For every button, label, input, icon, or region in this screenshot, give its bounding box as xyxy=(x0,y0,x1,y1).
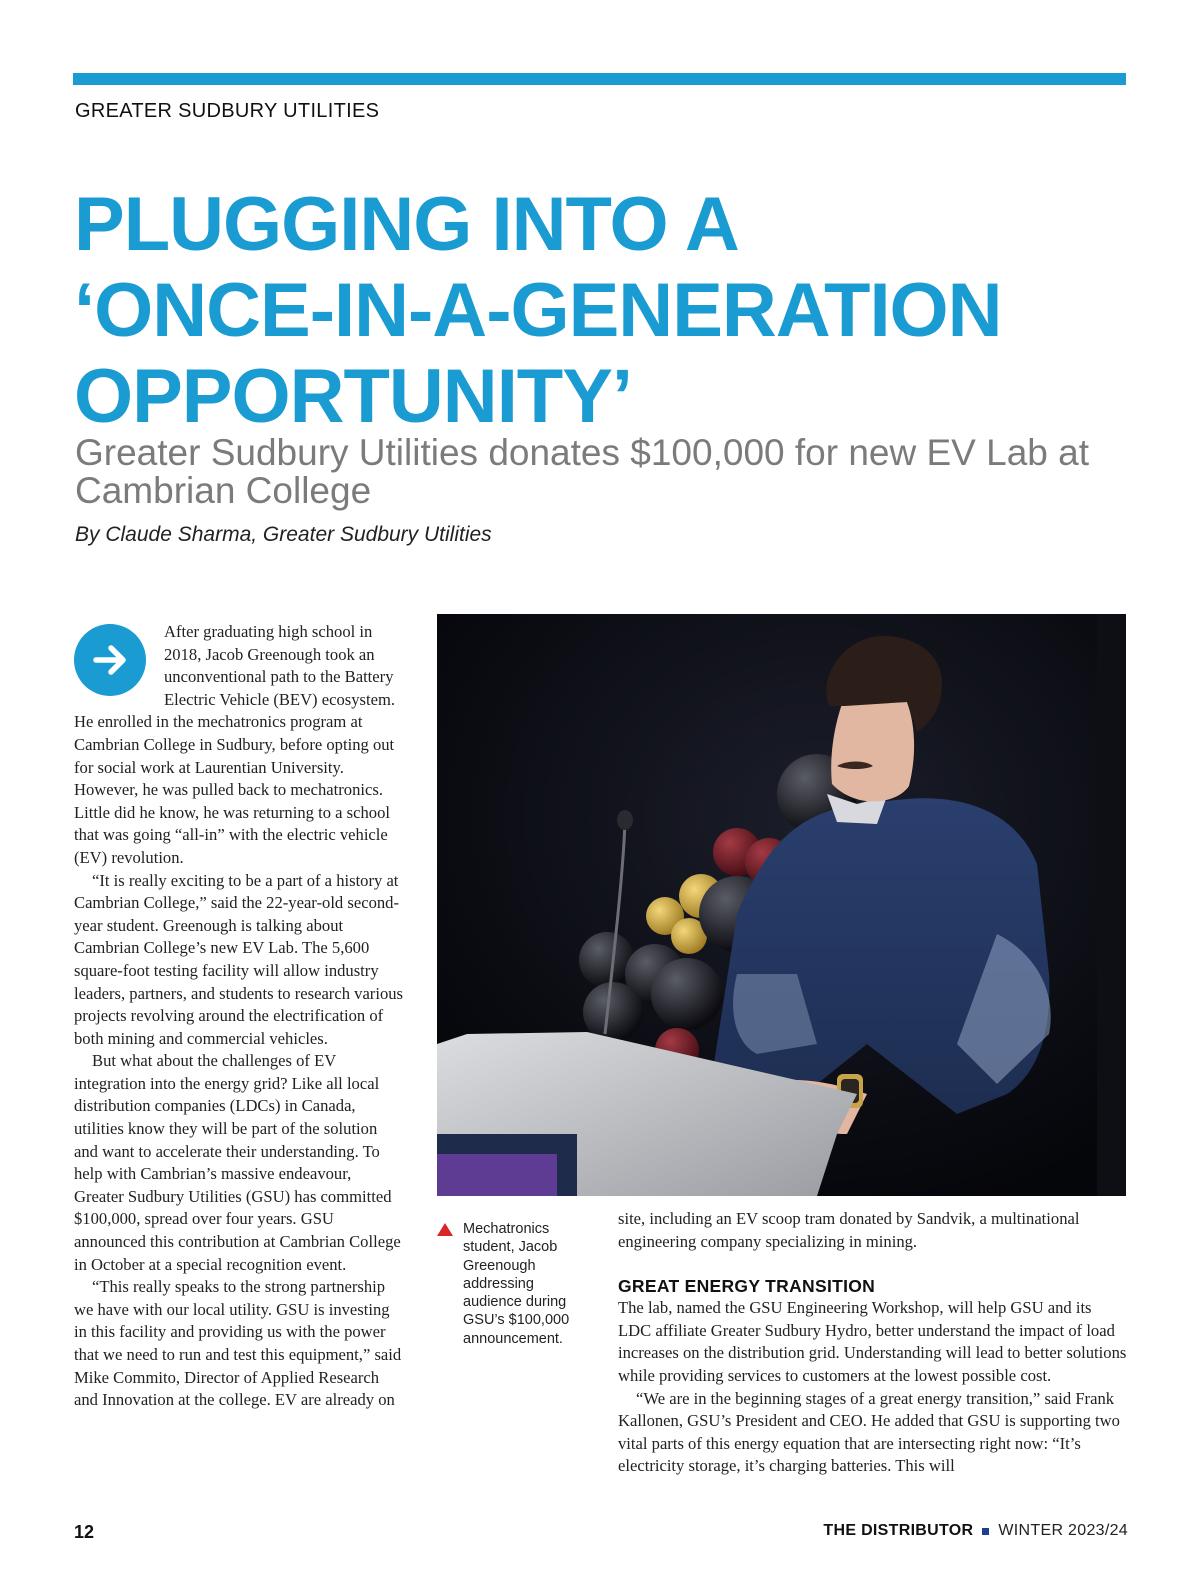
square-icon xyxy=(982,1528,989,1535)
page-title xyxy=(74,182,1154,440)
speaker-photo xyxy=(437,614,1126,1196)
paragraph: The lab, named the GSU Engineering Workshop, will help GSU and its LDC affiliate Greater Sudbury Hydro, better understand the impact of load increases on the distribution grid. Understanding will lead to better solutions while providing services to customers at the lowest possible cost. xyxy=(618,1298,1127,1385)
paragraph: After graduating high school in 2018, Jacob Greenough took an unconventional path to the Battery Electric Vehicle (BEV) ecosystem. He enrolled in the mechatronics program at Cambrian College in Sudbury, before opting out for social work at Laurentian University. However, he was pulled back to mechatronics. Little did he know, he was returning to a school that was going “all-in” with the electric vehicle (EV) revolution. xyxy=(74,622,395,867)
article-column-3 xyxy=(618,1208,1128,1478)
issue-label: WINTER 2023/24 xyxy=(998,1522,1128,1539)
section-heading: GREAT ENERGY TRANSITION xyxy=(618,1276,876,1297)
paragraph: “This really speaks to the strong partnership we have with our local utility. GSU is investing in this facility and providing us with the power that we need to run and test this equipment,” said Mike Commito, Director of Applied Research and Innovation at the college. EV are already on xyxy=(74,1277,402,1410)
subheadline: Greater Sudbury Utilities donates $100,000 for new EV Lab at Cambrian College xyxy=(75,432,1089,511)
paragraph: “It is really exciting to be a part of a history at Cambrian College,” said the 22-year-old second-year student. Greenough is talking about Cambrian College’s new EV Lab. The 5,600 square-foot testing facility will allow industry leaders, partners, and students to research various projects revolving around the electrification of both mining and commercial vehicles. xyxy=(74,870,403,1048)
paragraph: site, including an EV scoop tram donated by Sandvik, a multinational engineering company specializing in mining. xyxy=(618,1209,1080,1251)
headline-line-3: OPPORTUNITY’ xyxy=(74,354,633,439)
byline: By Claude Sharma, Greater Sudbury Utilities xyxy=(75,523,492,546)
headline-line-1: PLUGGING INTO A xyxy=(74,182,739,267)
arrow-badge xyxy=(74,624,154,706)
paragraph: But what about the challenges of EV integration into the energy grid? Like all local distribution companies (LDCs) in Canada, utilities know they will be part of the solution and want to accelerate their understanding. To help with Cambrian’s massive endeavour, Greater Sudbury Utilities (GSU) has committed $100,000, spread over four years. GSU announced this contribution at Cambrian College in October at a special recognition event. xyxy=(74,1051,401,1274)
publication-name: THE DISTRIBUTOR xyxy=(823,1522,974,1539)
caption-text: Mechatronics student, Jacob Greenough addressing audience during GSU’s $100,000 announcement. xyxy=(463,1221,570,1347)
headline-line-2: ‘ONCE-IN-A-GENERATION xyxy=(74,268,1002,353)
paragraph: “We are in the beginning stages of a great energy transition,” said Frank Kallonen, GSU’s President and CEO. He added that GSU is supporting two vital parts of this energy equation that are intersecting right now: “It’s electricity storage, it’s charging batteries. This will xyxy=(618,1388,1120,1476)
arrow-right-icon xyxy=(74,624,146,696)
page-number: 12 xyxy=(74,1522,95,1542)
top-accent-rule xyxy=(73,73,1126,85)
triangle-up-icon xyxy=(437,1223,453,1236)
footer xyxy=(823,1522,1128,1540)
article-column-1 xyxy=(74,621,404,1412)
section-label: GREATER SUDBURY UTILITIES xyxy=(75,100,380,122)
